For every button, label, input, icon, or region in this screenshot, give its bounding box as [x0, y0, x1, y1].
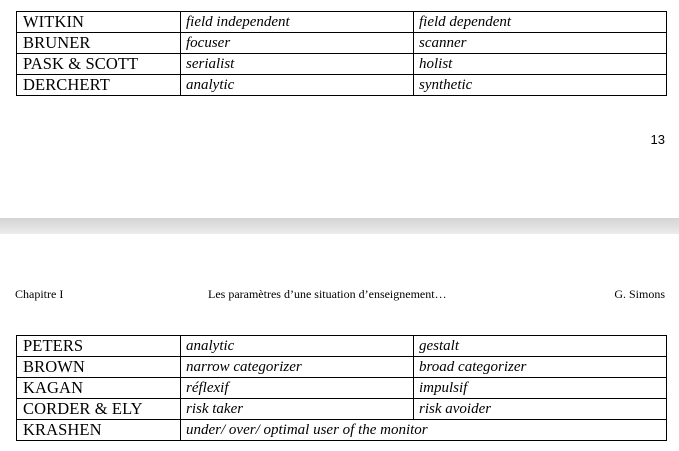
author-cell: CORDER & ELY — [17, 399, 181, 420]
style-cell: field independent — [181, 12, 414, 33]
author-cell: BRUNER — [17, 33, 181, 54]
author-cell: WITKIN — [17, 12, 181, 33]
table-row — [17, 54, 667, 75]
table-row — [17, 33, 667, 54]
style-cell: focuser — [181, 33, 414, 54]
style-cell: réflexif — [181, 378, 414, 399]
author-cell: PASK & SCOTT — [17, 54, 181, 75]
running-header-title: Les paramètres d’une situation d’enseignement… — [208, 287, 447, 301]
style-cell: analytic — [181, 75, 414, 96]
table-row — [17, 420, 667, 441]
style-cell: synthetic — [414, 75, 667, 96]
table-row — [17, 75, 667, 96]
style-cell: impulsif — [414, 378, 667, 399]
author-cell: KRASHEN — [17, 420, 181, 441]
learning-styles-table-bottom — [16, 335, 667, 441]
style-cell: risk avoider — [414, 399, 667, 420]
style-cell: broad categorizer — [414, 357, 667, 378]
document-page-bottom — [0, 234, 679, 451]
running-header-chapter: Chapitre I — [15, 287, 64, 301]
document-page-top — [0, 0, 679, 218]
author-cell: KAGAN — [17, 378, 181, 399]
style-cell: analytic — [181, 336, 414, 357]
running-header-author: G. Simons — [614, 287, 665, 301]
table-row — [17, 378, 667, 399]
learning-styles-table-top — [16, 11, 667, 96]
style-cell: holist — [414, 54, 667, 75]
style-cell: field dependent — [414, 12, 667, 33]
style-cell: gestalt — [414, 336, 667, 357]
table-row — [17, 399, 667, 420]
style-cell: serialist — [181, 54, 414, 75]
style-cell: risk taker — [181, 399, 414, 420]
table-row — [17, 12, 667, 33]
author-cell: BROWN — [17, 357, 181, 378]
style-cell: scanner — [414, 33, 667, 54]
table-row — [17, 336, 667, 357]
table-row — [17, 357, 667, 378]
author-cell: DERCHERT — [17, 75, 181, 96]
style-cell: narrow categorizer — [181, 357, 414, 378]
page-number: 13 — [650, 132, 665, 147]
author-cell: PETERS — [17, 336, 181, 357]
style-cell-merged: under/ over/ optimal user of the monitor — [181, 420, 667, 441]
page-separator — [0, 218, 679, 234]
